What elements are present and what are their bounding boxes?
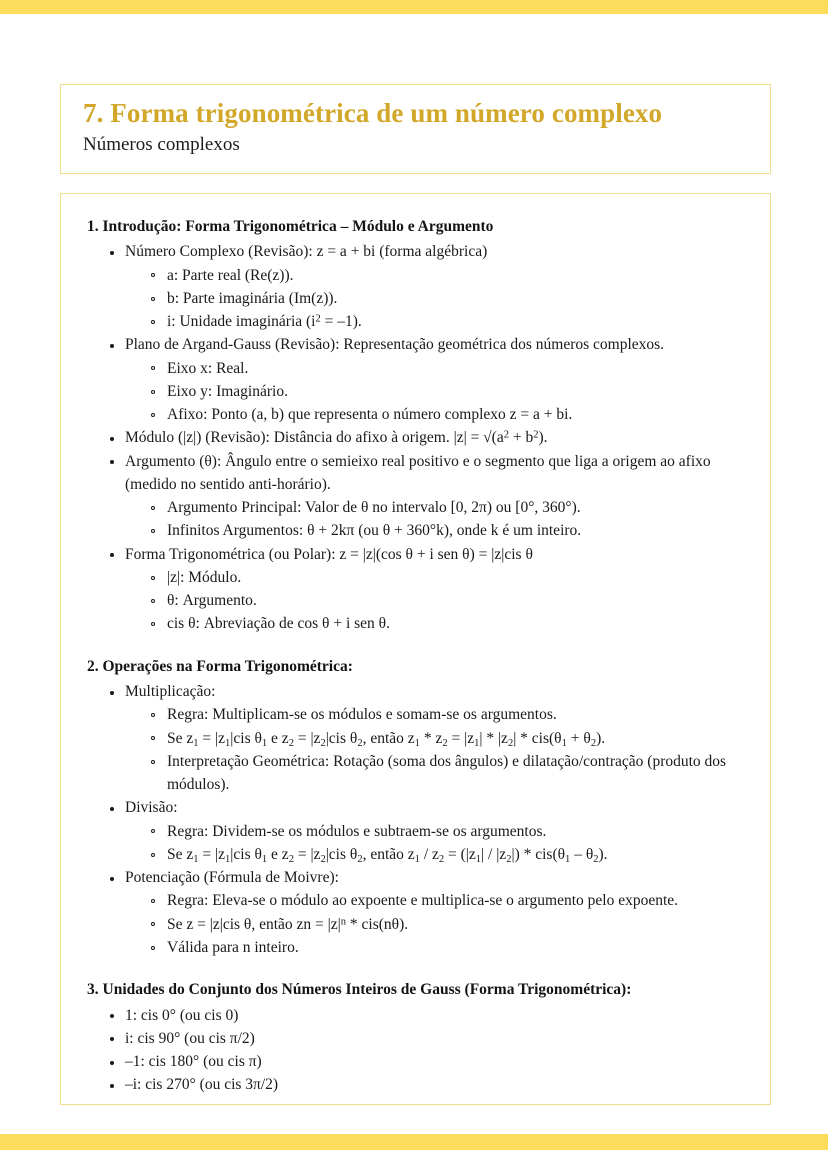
- bullet-circle-icon: [151, 829, 155, 833]
- sub-list-item-label: Regra: Multiplicam-se os módulos e somam-se os argumentos.: [167, 706, 557, 724]
- sub-list-item-label: Afixo: Ponto (a, b) que representa o número complexo z = a + bi.: [167, 406, 573, 424]
- sub-list-item-label: Regra: Eleva-se o módulo ao expoente e multiplica-se o argumento pelo expoente.: [167, 892, 679, 910]
- sub-list-item-label: Interpretação Geométrica: Rotação (soma dos ângulos) e dilatação/contração (produto dos módulos).: [167, 752, 727, 794]
- bullet-disc-icon: [110, 1084, 114, 1088]
- bullet-disc-icon: [110, 460, 114, 464]
- bullet-disc-icon: [110, 344, 114, 348]
- list-item-label: Multiplicação:: [125, 683, 216, 701]
- sub-list-item-label: θ: Argumento.: [167, 592, 257, 610]
- bullet-circle-icon: [151, 899, 155, 903]
- bullet-disc-icon: [110, 251, 114, 255]
- sub-bullet-list: [125, 820, 744, 867]
- bullet-circle-icon: [151, 273, 155, 277]
- list-item-label: Argumento (θ): Ângulo entre o semieixo real positivo e o segmento que liga a origem ao afixo (medido no sentido anti-horário).: [125, 452, 711, 493]
- bullet-disc-icon: [110, 553, 114, 557]
- bullet-circle-icon: [151, 736, 155, 740]
- list-item-label: Módulo (|z|) (Revisão): Distância do afixo à origem. $|z| = √(a^2 + b^2)$.: [125, 429, 548, 447]
- sub-list-item: [150, 727, 744, 750]
- sub-bullet-list: [125, 703, 744, 796]
- sub-list-item: [150, 519, 744, 542]
- sub-list-item-label: i: Unidade imaginária $(i^2 = -1)$.: [167, 313, 362, 331]
- sub-list-item-label: Argumento Principal: Valor de θ no intervalo [0, 2π) ou [0°, 360°).: [167, 499, 581, 517]
- list-item: [109, 450, 744, 543]
- list-item-label: Potenciação (Fórmula de Moivre):: [125, 869, 339, 887]
- sub-list-item-label: a: Parte real (Re(z)).: [167, 266, 294, 284]
- bullet-circle-icon: [151, 922, 155, 926]
- bullet-disc-icon: [110, 1014, 114, 1018]
- sub-list-item: [150, 496, 744, 519]
- sub-bullet-list: [125, 496, 744, 543]
- bullet-circle-icon: [151, 622, 155, 626]
- sub-list-item-label: Infinitos Argumentos: θ + 2kπ (ou θ + 360°k), onde k é um inteiro.: [167, 522, 582, 540]
- list-item: [109, 866, 744, 959]
- bullet-circle-icon: [151, 599, 155, 603]
- bullet-disc-icon: [110, 1037, 114, 1041]
- sub-list-item: [150, 820, 744, 843]
- list-item: [109, 240, 744, 333]
- content-section: [87, 656, 744, 959]
- sub-bullet-list: [125, 264, 744, 334]
- section-heading: 3. Unidades do Conjunto dos Números Inteiros de Gauss (Forma Trigonométrica):: [87, 981, 632, 999]
- list-item-label: –1: cis 180° (ou cis π): [125, 1053, 262, 1071]
- bullet-circle-icon: [151, 529, 155, 533]
- sub-list-item: [150, 936, 744, 959]
- bullet-circle-icon: [151, 366, 155, 370]
- sub-list-item-label: Eixo x: Real.: [167, 359, 249, 377]
- page-bottom-accent-bar: [0, 1134, 828, 1150]
- bullet-disc-icon: [110, 691, 114, 695]
- sub-list-item: [150, 357, 744, 380]
- bullet-circle-icon: [151, 413, 155, 417]
- sub-list-item: [150, 566, 744, 589]
- list-item: [109, 1050, 744, 1073]
- bullet-circle-icon: [151, 576, 155, 580]
- list-item-label: Plano de Argand-Gauss (Revisão): Representação geométrica dos números complexos.: [125, 336, 665, 354]
- bullet-circle-icon: [151, 297, 155, 301]
- sub-list-item-label: Regra: Dividem-se os módulos e subtraem-se os argumentos.: [167, 822, 547, 840]
- bullet-circle-icon: [151, 320, 155, 324]
- bullet-disc-icon: [110, 1061, 114, 1065]
- list-item-label: –i: cis 270° (ou cis 3π/2): [125, 1076, 279, 1094]
- list-item: [109, 1027, 744, 1050]
- list-item-label: 1: cis 0° (ou cis 0): [125, 1006, 239, 1024]
- sub-list-item-label: Se $z_1 = |z_1|cis$ $\theta_1$ e $z_2 = |z_2|cis$ $\theta_2$, então $z_1 / z_2 = (|z_1| / |z_2|) * cis(\theta_1 - \theta_2)$.: [167, 845, 608, 865]
- list-item: [109, 333, 744, 426]
- document-header-box: [60, 84, 771, 174]
- sections-container: [87, 216, 744, 1097]
- sub-list-item: [150, 287, 744, 310]
- list-item-label: Número Complexo (Revisão): z = a + bi (forma algébrica): [125, 243, 488, 261]
- sub-list-item-label: Se z = |z|cis θ, então zn = $|z|^n * cis(n\theta)$.: [167, 915, 409, 933]
- list-item: [109, 680, 744, 796]
- sub-bullet-list: [125, 889, 744, 959]
- sub-bullet-list: [125, 357, 744, 427]
- bullet-list: [87, 680, 744, 959]
- sub-list-item-label: Válida para n inteiro.: [167, 938, 299, 956]
- bullet-circle-icon: [151, 390, 155, 394]
- sub-list-item-label: cis θ: Abreviação de cos θ + i sen θ.: [167, 615, 390, 633]
- bullet-circle-icon: [151, 506, 155, 510]
- sub-bullet-list: [125, 566, 744, 636]
- bullet-circle-icon: [151, 946, 155, 950]
- sub-list-item: [150, 750, 744, 797]
- document-content-box: [60, 193, 771, 1105]
- content-section: [87, 216, 744, 636]
- section-heading: 1. Introdução: Forma Trigonométrica – Módulo e Argumento: [87, 218, 494, 235]
- sub-list-item-label: Se $z_1 = |z_1|cis$ $\theta_1$ e $z_2 = |z_2|cis$ $\theta_2$, então $z_1 * z_2 = |z_1| * |z_2| * cis(\theta_1 + \theta_2)$.: [167, 729, 606, 749]
- bullet-circle-icon: [151, 853, 155, 857]
- sub-list-item: [150, 889, 744, 912]
- list-item: [109, 426, 744, 449]
- list-item-label: i: cis 90° (ou cis π/2): [125, 1029, 255, 1047]
- bullet-disc-icon: [110, 807, 114, 811]
- list-item: [109, 1004, 744, 1027]
- sub-list-item-label: |z|: Módulo.: [167, 568, 242, 586]
- sub-list-item: [150, 380, 744, 403]
- page-subtitle: Números complexos: [83, 133, 240, 155]
- list-item: [109, 796, 744, 866]
- page-top-accent-bar: [0, 0, 828, 14]
- section-heading: 2. Operações na Forma Trigonométrica:: [87, 657, 353, 675]
- list-item-label: Forma Trigonométrica (ou Polar): z = |z|(cos θ + i sen θ) = |z|cis θ: [125, 545, 533, 563]
- list-item-label: Divisão:: [125, 799, 178, 817]
- sub-list-item: [150, 310, 744, 333]
- sub-list-item: [150, 589, 744, 612]
- sub-list-item: [150, 913, 744, 936]
- bullet-list: [87, 1004, 744, 1097]
- sub-list-item: [150, 612, 744, 635]
- page-title: 7. Forma trigonométrica de um número complexo: [83, 98, 663, 128]
- sub-list-item: [150, 703, 744, 726]
- sub-list-item: [150, 264, 744, 287]
- sub-list-item: [150, 843, 744, 866]
- list-item: [109, 543, 744, 636]
- bullet-list: [87, 240, 744, 635]
- sub-list-item-label: Eixo y: Imaginário.: [167, 382, 288, 400]
- content-section: [87, 979, 744, 1096]
- bullet-disc-icon: [110, 877, 114, 881]
- bullet-circle-icon: [151, 760, 155, 764]
- bullet-disc-icon: [110, 437, 114, 441]
- sub-list-item: [150, 403, 744, 426]
- sub-list-item-label: b: Parte imaginária (Im(z)).: [167, 289, 338, 307]
- bullet-circle-icon: [151, 713, 155, 717]
- list-item: [109, 1073, 744, 1096]
